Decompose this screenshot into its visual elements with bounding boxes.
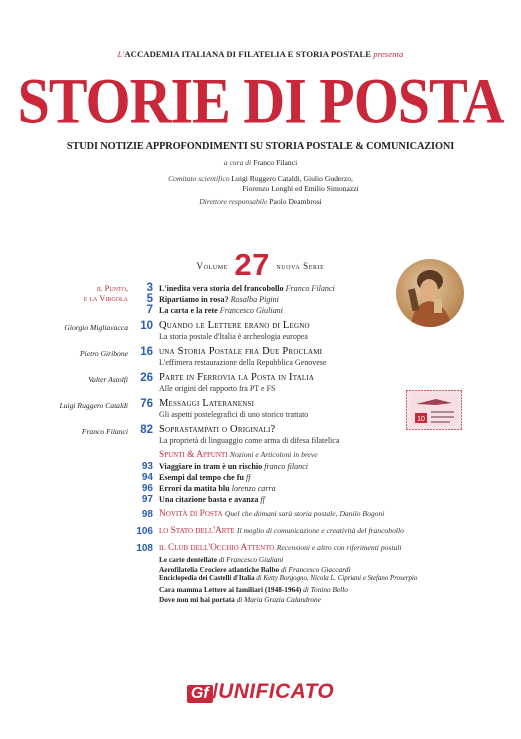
entry-title: Esempi dal tempo che fu [159, 473, 244, 482]
director-label: Direttore responsabile [199, 197, 268, 206]
review-author: di Tonino Bello [303, 585, 348, 594]
toc-entry[interactable] [159, 495, 265, 505]
page-number: 7 [146, 304, 153, 316]
editor-label: a cura di [223, 158, 252, 167]
entry-title: La carta e la rete [159, 306, 218, 315]
page-number: 96 [141, 483, 153, 494]
review-title: Cara mamma Lettere ai familiari (1948-1964) [159, 585, 302, 594]
rubric-label [28, 284, 128, 304]
entry-title: L'inedita vera storia del francobollo [159, 284, 284, 293]
review-title: Le carte dentellate [159, 555, 217, 564]
editor-line [0, 158, 521, 168]
section-title: Novità di Posta [159, 509, 223, 519]
academy-prefix: L' [117, 49, 125, 59]
page-number: 108 [136, 543, 153, 554]
entry-author: Rosalba Pigini [230, 295, 279, 304]
logo-slash: / [212, 681, 219, 703]
review-item[interactable] [159, 575, 417, 582]
article-title[interactable]: una Storia Postale fra Due Proclami [159, 346, 323, 357]
director-line [0, 197, 521, 207]
section-subtitle: Il meglio di comunicazione e creatività del francobollo [236, 526, 404, 535]
entry-title: Ripartiamo in rosa? [159, 295, 229, 304]
section-subtitle: Recensioni e altro con riferimenti postali [276, 543, 402, 552]
committee-names-2: Fiorenzo Longhi ed Emilio Simonazzi [242, 184, 359, 193]
review-item[interactable] [159, 585, 348, 594]
review-title: Enciclopedia dei Castelli d'Italia [159, 575, 255, 582]
publisher-line [0, 49, 521, 59]
toc-entry[interactable] [159, 306, 283, 316]
review-author: di Ketty Borgogno, Nicola L. Cipriani e Stefano Proserpio [256, 575, 418, 582]
section-entry[interactable] [159, 543, 402, 553]
page-number: 93 [141, 461, 153, 472]
spunti-subtitle: Nozioni e Articoloni in breve [229, 450, 318, 459]
article-author: Valter Astolfi [88, 375, 128, 384]
portrait-image [396, 259, 464, 327]
article-subtitle: La proprietà di linguaggio come arma di difesa filatelica [159, 436, 340, 445]
article-author: Giorgio Migliavacca [64, 323, 128, 332]
presenta-label: presenta [373, 49, 404, 59]
rubric-line-1: il Punto, [96, 284, 128, 293]
spunti-title: Spunti & Appunti [159, 450, 228, 460]
toc-entry[interactable] [159, 462, 308, 472]
page-number: 26 [140, 372, 153, 384]
toc-entry[interactable] [159, 284, 335, 294]
section-subtitle: Quel che domani sarà storia postale, Danilo Bogoni [224, 509, 385, 518]
review-author: di Francesco Giaccardi [281, 565, 351, 574]
entry-title: Una citazione basta e avanza [159, 495, 259, 504]
page-number: 10 [140, 320, 153, 332]
section-title: il Club dell'Occhio Attento [159, 543, 275, 553]
gf-logo-mark: Gf [187, 685, 213, 703]
page-number: 3 [146, 282, 153, 294]
page-number: 5 [146, 293, 153, 305]
unificato-logo [0, 680, 521, 704]
article-author: Luigi Ruggero Cataldi [59, 401, 128, 410]
page-number: 16 [140, 346, 153, 358]
magazine-subtitle: STUDI NOTIZIE APPROFONDIMENTI SU STORIA POSTALE & COMUNICAZIONI [66, 141, 455, 152]
article-title[interactable]: Quando le Lettere erano di Legno [159, 320, 310, 331]
review-item[interactable] [159, 555, 283, 564]
page-number: 98 [141, 509, 153, 520]
entry-author: lorenzo carra [231, 484, 276, 493]
article-title[interactable]: Parte in Ferrovia la Posta in Italia [159, 372, 315, 383]
article-author: Pietro Giribone [79, 349, 128, 358]
committee-line [0, 174, 521, 184]
article-subtitle: La storia postale d'Italia è archeologia europea [159, 332, 308, 341]
article-subtitle: Alle origini del rapporto fra PT e FS [159, 384, 276, 393]
review-item[interactable] [159, 595, 321, 604]
entry-author: franco filanci [264, 462, 309, 471]
page-number: 82 [140, 424, 153, 436]
toc-entry[interactable] [159, 484, 276, 494]
committee-names-1: Luigi Ruggero Cataldi, Giulio Guderzo, [231, 174, 353, 183]
review-item[interactable] [159, 565, 350, 574]
entry-author: ff [260, 495, 265, 504]
committee-label: Comitato scientifico [168, 174, 230, 183]
stamp-image [406, 390, 462, 430]
brand-name: UNIFICATO [218, 680, 335, 703]
article-author: Franco Filanci [81, 427, 128, 436]
director-name: Paolo Deambrosi [269, 197, 322, 206]
series-label: nuova Serie [276, 261, 325, 271]
review-author: di Francesco Giuliani [218, 555, 284, 564]
section-entry[interactable] [159, 509, 384, 519]
toc-entry[interactable] [159, 473, 251, 483]
entry-title: Viaggiare in tram è un rischio [159, 462, 263, 471]
spunti-section-title[interactable] [159, 450, 318, 460]
magazine-title: STORIE DI POSTA [17, 64, 504, 137]
volume-number: 27 [234, 247, 271, 282]
editor-name: Franco Filanci [253, 158, 298, 167]
section-entry[interactable] [159, 526, 404, 536]
article-subtitle: Gli aspetti postelegrafici di uno storico trattato [159, 410, 309, 419]
entry-author: Franco Filanci [285, 284, 335, 293]
review-title: Aerofilatelia Crociere atlantiche Balbo [159, 565, 280, 574]
page-number: 97 [141, 494, 153, 505]
page-number: 106 [136, 526, 153, 537]
review-author: di Maria Grazia Calandrone [236, 595, 321, 604]
article-title[interactable]: Soprastampati o Originali? [159, 424, 276, 435]
page-number: 76 [140, 398, 153, 410]
entry-author: ff [246, 473, 251, 482]
entry-title: Errori da matita blu [159, 484, 230, 493]
page-number: 94 [141, 472, 153, 483]
review-title: Dove non mi hai portata [159, 595, 235, 604]
toc-entry[interactable] [159, 295, 279, 305]
svg-text:10: 10 [417, 416, 425, 423]
entry-author: Francesco Giuliani [219, 306, 283, 315]
section-title: lo Stato dell'Arte [159, 526, 235, 536]
academy-name: ACCADEMIA ITALIANA DI FILATELIA E STORIA POSTALE [124, 49, 372, 59]
article-subtitle: L'effimera restaurazione della Repubblica Genovese [159, 358, 327, 367]
article-title[interactable]: Messaggi Lateranensi [159, 398, 255, 409]
volume-label: Volume [196, 261, 228, 271]
rubric-line-2: e la Virgola [83, 294, 128, 303]
